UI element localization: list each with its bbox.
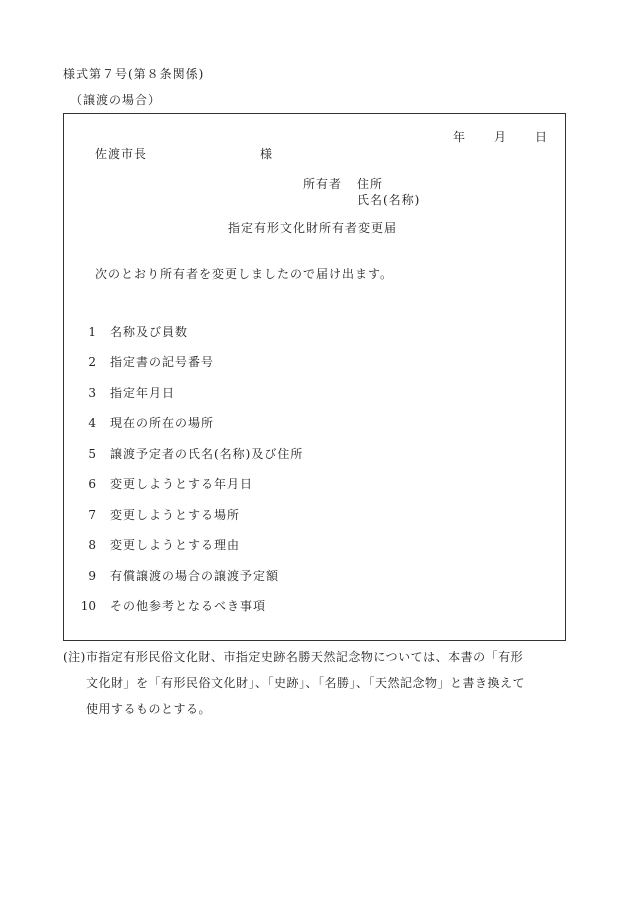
item-number: 5 (88, 447, 96, 461)
item-number: 2 (88, 355, 96, 369)
owner-address-label: 住所 (357, 177, 384, 191)
item-number: 1 (88, 325, 96, 339)
note-line-3: 使用するものとする。 (86, 702, 212, 716)
addressee-honorific: 様 (260, 147, 273, 161)
item-number: 9 (88, 569, 96, 583)
item-label: 指定書の記号番号 (110, 355, 215, 369)
note-line-1: (注)市指定有形民俗文化財、市指定史跡名勝天然記念物については、本書の「有形 (63, 650, 524, 664)
item-label: 名称及び員数 (110, 325, 189, 339)
item-label: 変更しようとする場所 (110, 508, 241, 522)
addressee: 佐渡市長 (95, 147, 148, 161)
item-number: 4 (88, 416, 96, 430)
note-line-2: 文化財」を「有形民俗文化財」、「史跡」、「名勝」、「天然記念物」と書き換えて (86, 676, 526, 690)
item-number: 6 (88, 477, 96, 491)
item-label: その他参考となるべき事項 (110, 599, 267, 613)
item-number: 8 (88, 538, 96, 552)
item-label: 有償譲渡の場合の譲渡予定額 (110, 569, 280, 583)
date-day-label: 日 (535, 130, 548, 144)
document-title: 指定有形文化財所有者変更届 (228, 221, 398, 235)
item-number: 10 (80, 599, 96, 613)
owner-label: 所有者 (303, 177, 343, 191)
form-number: 様式第７号(第８条関係) (63, 67, 205, 81)
item-label: 譲渡予定者の氏名(名称)及び住所 (110, 447, 304, 461)
item-label: 変更しようとする理由 (110, 538, 241, 552)
item-label: 変更しようとする年月日 (110, 477, 254, 491)
case-type: （譲渡の場合） (70, 93, 162, 107)
date-month-label: 月 (494, 130, 507, 144)
intro-text: 次のとおり所有者を変更しましたので届け出ます。 (95, 267, 394, 281)
form-box (63, 113, 566, 641)
item-label: 指定年月日 (110, 386, 176, 400)
item-number: 7 (88, 508, 96, 522)
date-year-label: 年 (453, 130, 466, 144)
item-label: 現在の所在の場所 (110, 416, 215, 430)
owner-name-label: 氏名(名称) (357, 193, 421, 207)
item-number: 3 (88, 386, 96, 400)
